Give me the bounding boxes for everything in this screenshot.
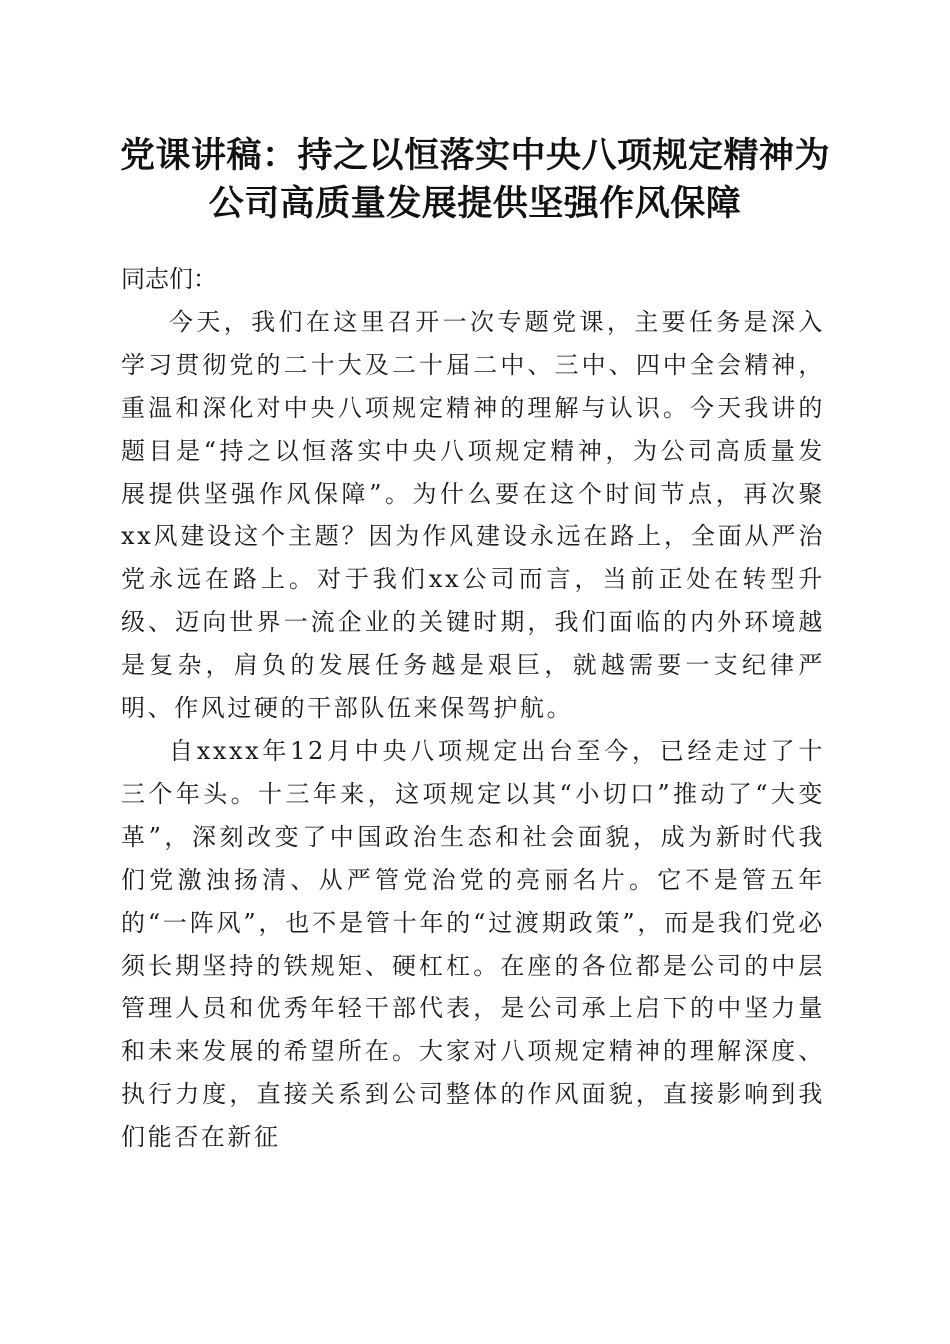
document-body: [121, 258, 825, 1159]
title-line-1: 党课讲稿：持之以恒落实中央八项规定精神为: [119, 135, 830, 176]
salutation: 同志们：: [121, 265, 217, 293]
paragraph-1: 今天，我们在这里召开一次专题党课，主要任务是深入学习贯彻党的二十大及二十届二中、三中、四中全会精神，重温和深化对中央八项规定精神的理解与认识。今天我讲的题目是“持之以恒落实中央八项规定精神，为公司高质量发展提供坚强作风保障”。为什么要在这个时间节点，再次聚xx风建设这个主题？因为作风建设永远在路上，全面从严治党永远在路上。对于我们xx公司而言，当前正处在转型升级、迈向世界一流企业的关键时期，我们面临的内外环境越是复杂，肩负的发展任务越是艰巨，就越需要一支纪律严明、作风过硬的干部队伍来保驾护航。: [121, 307, 825, 723]
paragraph-2: 自xxxx年12月中央八项规定出台至今，已经走过了十三个年头。十三年来，这项规定以其“小切口”推动了“大变革”，深刻改变了中国政治生态和社会面貌，成为新时代我们党激浊扬清、从严管党治党的亮丽名片。它不是管五年的“一阵风”，也不是管十年的“过渡期政策”，而是我们党必须长期坚持的铁规矩、硬杠杠。在座的各位都是公司的中层管理人员和优秀年轻干部代表，是公司承上启下的中坚力量和未来发展的希望所在。大家对八项规定精神的理解深度、执行力度，直接关系到公司整体的作风面貌，直接影响到我们能否在新征: [121, 736, 825, 1152]
document-title: [100, 132, 850, 228]
title-line-2: 公司高质量发展提供坚强作风保障: [208, 183, 742, 224]
